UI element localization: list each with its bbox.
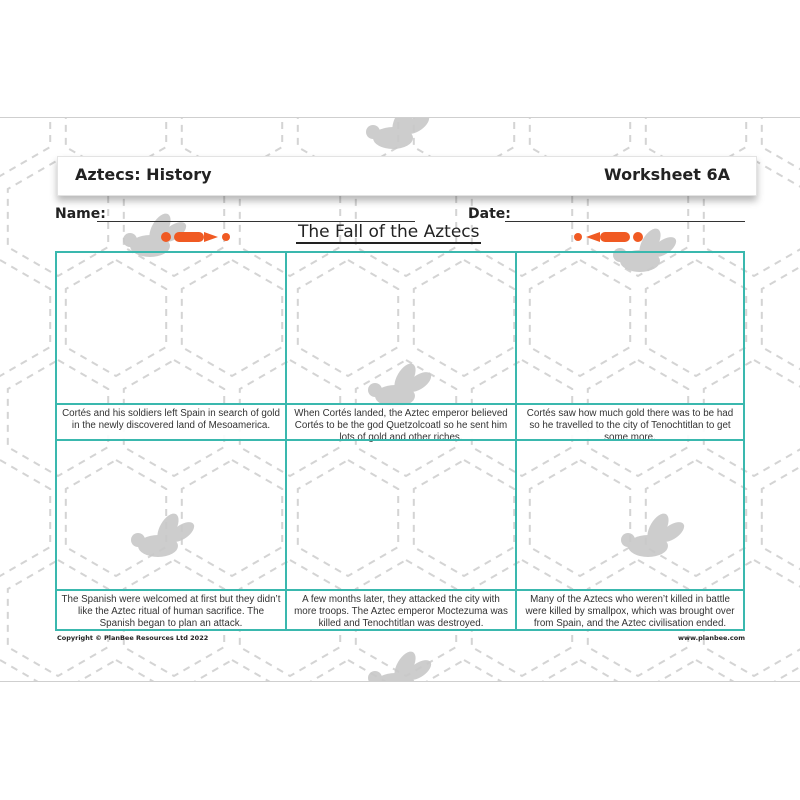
storyboard-panel <box>515 251 745 441</box>
drawing-area[interactable] <box>517 441 743 589</box>
storyboard-panel <box>285 439 517 631</box>
pencil-icon <box>572 230 644 244</box>
storyboard-grid <box>55 251 745 631</box>
name-label: Name: <box>55 206 106 222</box>
panel-caption: Cortés and his soldiers left Spain in search of gold in the newly discovered land of Mesoamerica. <box>57 403 285 439</box>
drawing-area[interactable] <box>57 253 285 403</box>
worksheet-number: Worksheet 6A <box>604 165 730 184</box>
drawing-area[interactable] <box>517 253 743 403</box>
bee-watermark-icon <box>368 648 434 681</box>
storyboard-panel <box>55 251 287 441</box>
drawing-area[interactable] <box>287 253 515 403</box>
panel-caption: The Spanish were welcomed at first but they didn’t like the Aztec ritual of human sacrifice. The Spanish began to plan an attack. <box>57 589 285 629</box>
drawing-area[interactable] <box>287 441 515 589</box>
panel-caption: A few months later, they attacked the city with more troops. The Aztec emperor Moctezuma was killed and Tenochtitlan was destroyed. <box>287 589 515 629</box>
title-bar <box>57 156 757 196</box>
drawing-area[interactable] <box>57 441 285 589</box>
worksheet-title: The Fall of the Aztecs <box>298 222 480 242</box>
copyright-text: Copyright © PlanBee Resources Ltd 2022 <box>57 634 209 642</box>
storyboard-panel <box>515 439 745 631</box>
bee-watermark-icon <box>366 118 432 149</box>
storyboard-panel <box>55 439 287 631</box>
website-url[interactable]: www.planbee.com <box>678 634 745 642</box>
worksheet-page <box>0 117 800 682</box>
date-field-line[interactable] <box>505 221 745 222</box>
subject-title: Aztecs: History <box>75 165 212 184</box>
panel-caption: When Cortés landed, the Aztec emperor believed Cortés to be the god Quetzolcoatl so he sent him lots of gold and other riches. <box>287 403 515 439</box>
date-label: Date: <box>468 206 511 222</box>
pencil-icon <box>160 230 232 244</box>
panel-caption: Many of the Aztecs who weren’t killed in battle were killed by smallpox, which was brought over from Spain, and the Aztec civilisation ended. <box>517 589 743 629</box>
storyboard-panel <box>285 251 517 441</box>
panel-caption: Cortés saw how much gold there was to be had so he travelled to the city of Tenochtitlan to get some more. <box>517 403 743 439</box>
